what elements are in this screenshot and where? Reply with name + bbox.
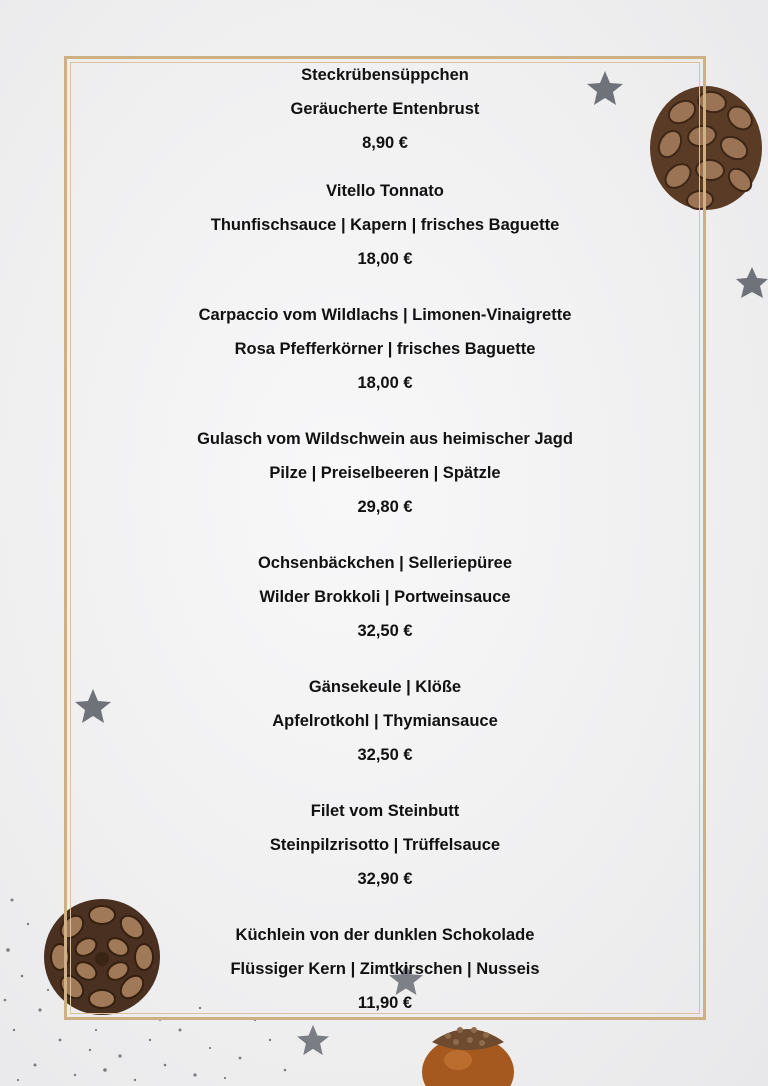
- dish-description: Pilze | Preiselbeeren | Spätzle: [269, 464, 501, 482]
- dish-title: Gulasch vom Wildschwein aus heimischer Jagd: [197, 430, 573, 448]
- dish-price: 32,50 €: [357, 746, 413, 764]
- dish-description: Wilder Brokkoli | Portweinsauce: [259, 588, 511, 606]
- dish-title: Filet vom Steinbutt: [310, 802, 460, 820]
- star-icon: [736, 266, 768, 300]
- menu-item: [70, 918, 700, 1020]
- dish-price: 32,50 €: [357, 622, 413, 640]
- dish-price: 8,90 €: [362, 134, 408, 152]
- dish-price: 29,80 €: [357, 498, 413, 516]
- menu-item: [70, 298, 700, 400]
- dish-price: 32,90 €: [357, 870, 413, 888]
- menu-item: [70, 174, 700, 276]
- menu-item: [70, 794, 700, 896]
- dish-title: Carpaccio vom Wildlachs | Limonen-Vinaigrette: [198, 306, 572, 324]
- menu-item: [70, 58, 700, 160]
- menu-item: [70, 546, 700, 648]
- dish-title: Vitello Tonnato: [326, 182, 444, 200]
- dish-description: Apfelrotkohl | Thymiansauce: [272, 712, 498, 730]
- star-icon: [296, 1024, 330, 1056]
- dish-price: 18,00 €: [357, 250, 413, 268]
- menu-item: [70, 422, 700, 524]
- dish-description: Thunfischsauce | Kapern | frisches Baguette: [210, 216, 560, 234]
- dish-title: Steckrübensüppchen: [301, 66, 469, 84]
- dish-title: Küchlein von der dunklen Schokolade: [235, 926, 535, 944]
- acorn-icon: [418, 1020, 518, 1086]
- dish-price: 11,90 €: [357, 994, 413, 1012]
- dish-price: 18,00 €: [357, 374, 413, 392]
- dish-description: Geräucherte Entenbrust: [290, 100, 480, 118]
- menu-item: [70, 670, 700, 772]
- menu-list: [70, 58, 700, 1020]
- dish-description: Flüssiger Kern | Zimtkirschen | Nusseis: [230, 960, 540, 978]
- dish-description: Rosa Pfefferkörner | frisches Baguette: [234, 340, 536, 358]
- dish-title: Ochsenbäckchen | Selleriepüree: [257, 554, 513, 572]
- dish-title: Gänsekeule | Klöße: [308, 678, 462, 696]
- dish-description: Steinpilzrisotto | Trüffelsauce: [269, 836, 501, 854]
